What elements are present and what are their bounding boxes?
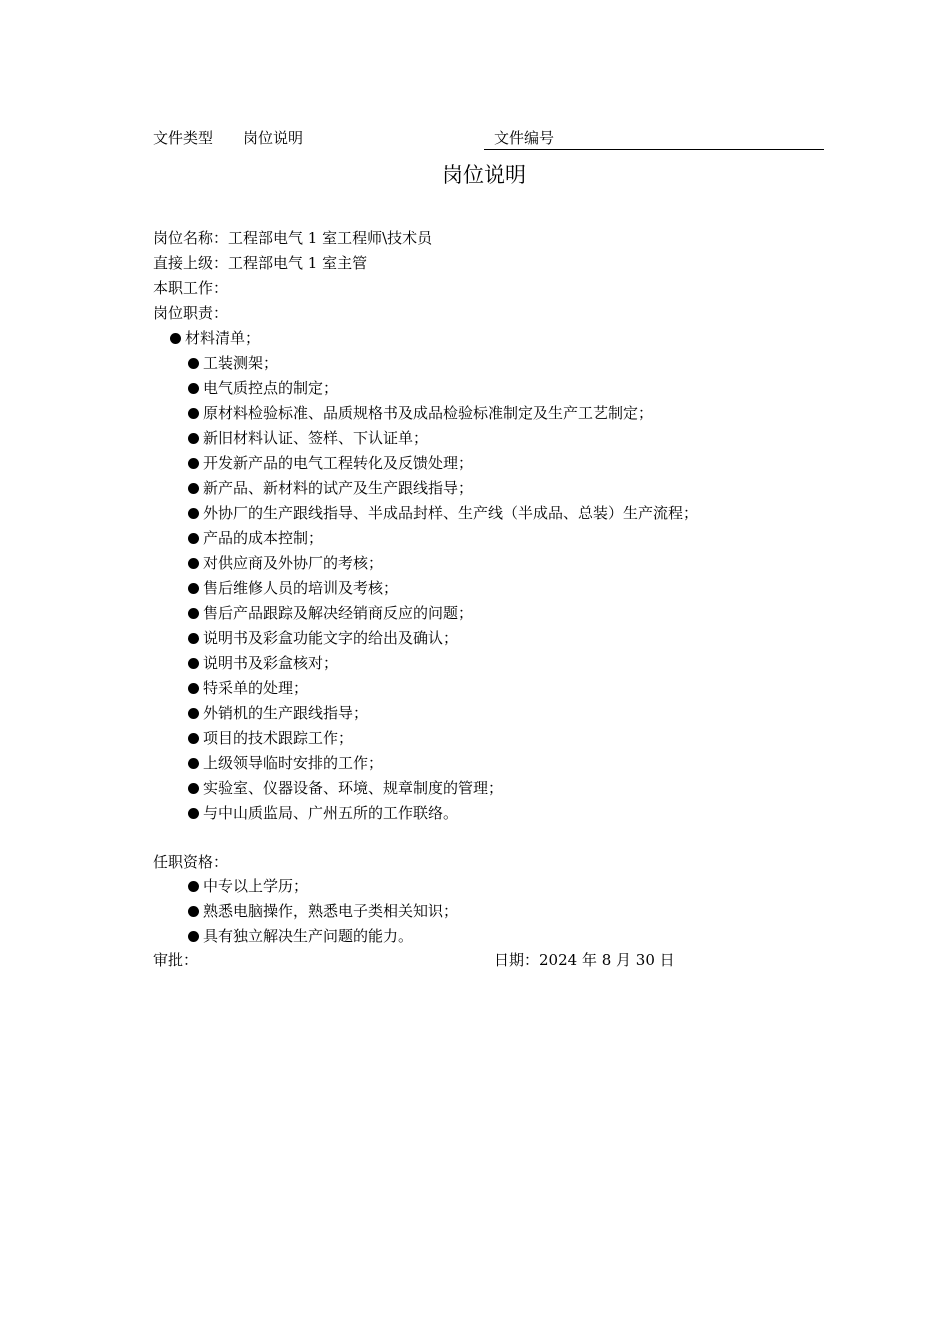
duty-item bbox=[188, 353, 278, 373]
qualification-item bbox=[188, 876, 308, 896]
duty-text: 外销机的生产跟线指导； bbox=[203, 704, 369, 722]
duty-text: 电气质控点的制定； bbox=[203, 379, 339, 397]
duty-text: 说明书及彩盒功能文字的给出及确认； bbox=[203, 629, 459, 647]
duty-item bbox=[188, 678, 308, 698]
position-name: 岗位名称：工程部电气 1 室工程师\技术员 bbox=[153, 229, 433, 247]
duty-item bbox=[188, 628, 458, 648]
duty-text: 上级领导临时安排的工作； bbox=[203, 754, 384, 772]
bullet-icon bbox=[188, 508, 199, 519]
duty-group bbox=[170, 328, 260, 348]
duty-item bbox=[188, 578, 398, 598]
doc-type bbox=[153, 128, 303, 148]
duty-text: 特采单的处理； bbox=[203, 679, 309, 697]
duty-text: 产品的成本控制； bbox=[203, 529, 324, 547]
qualification-text: 具有独立解决生产问题的能力。 bbox=[203, 927, 414, 945]
bullet-icon bbox=[188, 383, 199, 394]
doc-number-label: 文件编号 bbox=[494, 129, 555, 147]
qualification-item bbox=[188, 926, 413, 946]
duty-text: 说明书及彩盒核对； bbox=[203, 654, 339, 672]
doc-number-field bbox=[484, 128, 824, 150]
duty-item bbox=[188, 728, 353, 748]
bullet-icon bbox=[188, 533, 199, 544]
bullet-icon bbox=[188, 931, 199, 942]
duty-text: 项目的技术跟踪工作； bbox=[203, 729, 354, 747]
work-label: 本职工作： bbox=[153, 279, 229, 297]
doc-type-value: 岗位说明 bbox=[243, 129, 304, 147]
approval-label: 审批： bbox=[153, 951, 199, 969]
duty-text: 新产品、新材料的试产及生产跟线指导； bbox=[203, 479, 474, 497]
qualification-text: 中专以上学历； bbox=[203, 877, 309, 895]
bullet-icon bbox=[188, 881, 199, 892]
bullet-icon bbox=[188, 608, 199, 619]
duty-text: 工装测架； bbox=[203, 354, 279, 372]
duty-item bbox=[188, 403, 653, 423]
bullet-icon bbox=[170, 333, 181, 344]
bullet-icon bbox=[188, 408, 199, 419]
bullet-icon bbox=[188, 558, 199, 569]
bullet-icon bbox=[188, 758, 199, 769]
bullet-icon bbox=[188, 733, 199, 744]
bullet-icon bbox=[188, 633, 199, 644]
bullet-icon bbox=[188, 808, 199, 819]
duty-item bbox=[188, 378, 338, 398]
duty-text: 售后产品跟踪及解决经销商反应的问题； bbox=[203, 604, 474, 622]
duty-item bbox=[188, 703, 368, 723]
duty-text: 实验室、仪器设备、环境、规章制度的管理； bbox=[203, 779, 504, 797]
duty-text: 对供应商及外协厂的考核； bbox=[203, 554, 384, 572]
duties-label: 岗位职责： bbox=[153, 304, 229, 322]
duty-item bbox=[188, 453, 473, 473]
duty-item bbox=[188, 653, 338, 673]
doc-type-label: 文件类型 bbox=[153, 129, 214, 147]
direct-superior: 直接上级：工程部电气 1 室主管 bbox=[153, 254, 368, 272]
qualifications-label: 任职资格： bbox=[153, 853, 229, 871]
duty-item bbox=[188, 503, 698, 523]
duty-item bbox=[188, 553, 383, 573]
duty-item bbox=[188, 528, 323, 548]
duty-item bbox=[188, 603, 473, 623]
duty-item bbox=[188, 428, 428, 448]
bullet-icon bbox=[188, 683, 199, 694]
bullet-icon bbox=[188, 483, 199, 494]
bullet-icon bbox=[188, 708, 199, 719]
bullet-icon bbox=[188, 658, 199, 669]
qualification-text: 熟悉电脑操作，熟悉电子类相关知识； bbox=[203, 902, 459, 920]
bullet-icon bbox=[188, 906, 199, 917]
bullet-icon bbox=[188, 458, 199, 469]
bullet-icon bbox=[188, 433, 199, 444]
duty-text: 新旧材料认证、签样、下认证单； bbox=[203, 429, 429, 447]
duty-item bbox=[188, 478, 473, 498]
page-title: 岗位说明 bbox=[442, 163, 526, 187]
bullet-icon bbox=[188, 358, 199, 369]
duty-text: 与中山质监局、广州五所的工作联络。 bbox=[203, 804, 459, 822]
duty-text: 原材料检验标准、品质规格书及成品检验标准制定及生产工艺制定； bbox=[203, 404, 654, 422]
duty-group-label: 材料清单； bbox=[185, 329, 261, 347]
date: 日期：2024 年 8 月 30 日 bbox=[494, 951, 675, 969]
duty-text: 开发新产品的电气工程转化及反馈处理； bbox=[203, 454, 474, 472]
qualification-item bbox=[188, 901, 458, 921]
bullet-icon bbox=[188, 583, 199, 594]
duty-text: 售后维修人员的培训及考核； bbox=[203, 579, 399, 597]
duty-item bbox=[188, 778, 503, 798]
bullet-icon bbox=[188, 783, 199, 794]
duty-item bbox=[188, 753, 383, 773]
duty-text: 外协厂的生产跟线指导、半成品封样、生产线（半成品、总装）生产流程； bbox=[203, 504, 699, 522]
duty-item bbox=[188, 803, 458, 823]
